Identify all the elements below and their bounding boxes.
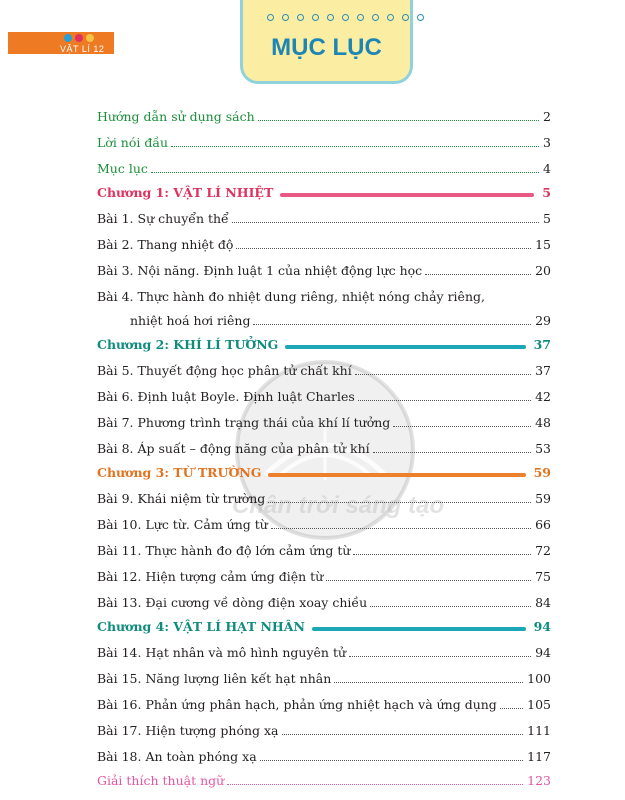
dot-leader <box>258 119 539 121</box>
dot-leader <box>358 399 531 401</box>
entry-page: 94 <box>535 645 551 660</box>
entry-page: 15 <box>535 237 551 252</box>
toc-lesson[interactable] <box>97 722 551 740</box>
entry-label: nhiệt hoá hơi riêng <box>130 313 251 328</box>
dot-leader <box>353 553 531 555</box>
chapter-page: 59 <box>533 465 551 480</box>
entry-page: 5 <box>543 211 551 226</box>
entry-label: Giải thích thuật ngữ <box>97 773 225 788</box>
entry-page: 37 <box>535 363 551 378</box>
entry-label: Bài 14. Hạt nhân và mô hình nguyên tử <box>97 645 347 660</box>
entry-label: Mục lục <box>97 161 148 176</box>
dot-leader <box>271 527 531 529</box>
chapter-bar <box>268 473 525 477</box>
entry-page: 111 <box>527 723 551 738</box>
entry-label: Bài 5. Thuyết động học phân tử chất khí <box>97 363 352 378</box>
entry-page: 105 <box>527 697 551 712</box>
dot-leader <box>151 171 539 173</box>
dot-leader <box>268 501 531 503</box>
toc-lesson[interactable] <box>97 696 551 714</box>
toc-lesson[interactable] <box>97 568 551 586</box>
toc-lesson[interactable] <box>97 414 551 432</box>
entry-page: 75 <box>535 569 551 584</box>
chapter-label: Chương 4: VẬT LÍ HẠT NHÂN <box>97 619 305 634</box>
toc-lesson[interactable] <box>97 670 551 688</box>
toc-lesson[interactable] <box>97 748 551 766</box>
entry-page: 123 <box>527 773 551 788</box>
toc-entry-preface[interactable] <box>97 134 551 152</box>
toc-lesson[interactable] <box>97 644 551 662</box>
toc-lesson[interactable] <box>97 490 551 508</box>
entry-page: 100 <box>527 671 551 686</box>
dot-leader <box>282 733 524 735</box>
page-title: MỤC LỤC <box>271 34 382 61</box>
entry-label: Bài 13. Đại cương về dòng điện xoay chiều <box>97 595 368 610</box>
dot-leader <box>334 681 523 683</box>
chapter-page: 94 <box>533 619 551 634</box>
chapter-bar <box>280 193 534 197</box>
dot-leader <box>349 655 531 657</box>
entry-label: Bài 12. Hiện tượng cảm ứng điện từ <box>97 569 324 584</box>
entry-page: 72 <box>535 543 551 558</box>
toc-entry-glossary[interactable] <box>97 772 551 790</box>
dot-leader <box>236 247 531 249</box>
entry-label: Bài 17. Hiện tượng phóng xạ <box>97 723 279 738</box>
entry-label: Bài 2. Thang nhiệt độ <box>97 237 234 252</box>
toc-entry-guide[interactable] <box>97 108 551 126</box>
chapter-label: Chương 2: KHÍ LÍ TƯỞNG <box>97 337 279 352</box>
entry-label: Bài 1. Sự chuyển thể <box>97 211 229 226</box>
entry-label: Bài 15. Năng lượng liên kết hạt nhân <box>97 671 332 686</box>
toc-entry-contents[interactable] <box>97 160 551 178</box>
toc-chapter-3[interactable] <box>97 464 551 482</box>
toc-lesson[interactable] <box>97 236 551 254</box>
entry-page: 4 <box>543 161 551 176</box>
entry-page: 3 <box>543 135 551 150</box>
dot-leader <box>171 145 539 147</box>
entry-label: Bài 7. Phương trình trạng thái của khí lí tưởng <box>97 415 391 430</box>
entry-label: Bài 18. An toàn phóng xạ <box>97 749 257 764</box>
toc-lesson[interactable] <box>97 594 551 612</box>
chapter-page: 37 <box>533 337 551 352</box>
chapter-bar <box>285 345 525 349</box>
dot-leader <box>355 373 531 375</box>
toc-lesson[interactable] <box>97 262 551 280</box>
entry-page: 84 <box>535 595 551 610</box>
toc-lesson[interactable] <box>97 362 551 380</box>
entry-label: Bài 11. Thực hành đo độ lớn cảm ứng từ <box>97 543 351 558</box>
entry-page: 53 <box>535 441 551 456</box>
entry-label: Bài 8. Áp suất – động năng của phân tử khí <box>97 441 370 456</box>
dot-leader <box>260 759 523 761</box>
toc-lesson[interactable] <box>97 542 551 560</box>
toc-chapter-4[interactable] <box>97 618 551 636</box>
entry-page: 117 <box>527 749 551 764</box>
entry-page: 2 <box>543 109 551 124</box>
dot-leader <box>500 707 523 709</box>
watermark-text: Chân trời sáng tạo <box>232 492 445 519</box>
entry-label: Lời nói đầu <box>97 135 169 150</box>
chapter-bar <box>312 627 526 631</box>
dot-leader <box>253 323 531 325</box>
entry-label: Bài 6. Định luật Boyle. Định luật Charles <box>97 389 355 404</box>
dot-leader <box>232 221 539 223</box>
entry-page: 20 <box>535 263 551 278</box>
entry-label: Bài 9. Khái niệm từ trường <box>97 491 266 506</box>
dot-leader <box>425 273 531 275</box>
entry-page: 66 <box>535 517 551 532</box>
dot-leader <box>393 425 531 427</box>
entry-label: Hướng dẫn sử dụng sách <box>97 109 255 124</box>
chapter-page: 5 <box>542 185 551 200</box>
entry-page: 48 <box>535 415 551 430</box>
toc-chapter-2[interactable] <box>97 336 551 354</box>
toc-lesson[interactable] <box>97 388 551 406</box>
chapter-label: Chương 3: TỪ TRƯỜNG <box>97 465 262 480</box>
entry-page: 29 <box>535 313 551 328</box>
dot-leader <box>227 783 523 785</box>
entry-page: 59 <box>535 491 551 506</box>
entry-label: Bài 10. Lực từ. Cảm ứng từ <box>97 517 268 532</box>
toc-lesson[interactable] <box>97 516 551 534</box>
entry-label: Bài 3. Nội năng. Định luật 1 của nhiệt động lực học <box>97 263 423 278</box>
dot-leader <box>370 605 531 607</box>
chapter-label: Chương 1: VẬT LÍ NHIỆT <box>97 185 274 200</box>
entry-page: 42 <box>535 389 551 404</box>
toc-chapter-1[interactable] <box>97 184 551 202</box>
toc-lesson-line2[interactable] <box>130 312 551 330</box>
dot-leader <box>326 579 531 581</box>
tab-label: VẬT LÍ 12 <box>60 44 105 54</box>
entry-label: Bài 4. Thực hành đo nhiệt dung riêng, nhiệt nóng chảy riêng, <box>97 289 485 304</box>
toc-lesson[interactable] <box>97 210 551 228</box>
dot-leader <box>373 451 531 453</box>
toc-lesson[interactable] <box>97 440 551 458</box>
entry-label: Bài 16. Phản ứng phân hạch, phản ứng nhiệt hạch và ứng dụng <box>97 697 497 712</box>
toc-lesson-line1[interactable] <box>97 288 551 306</box>
